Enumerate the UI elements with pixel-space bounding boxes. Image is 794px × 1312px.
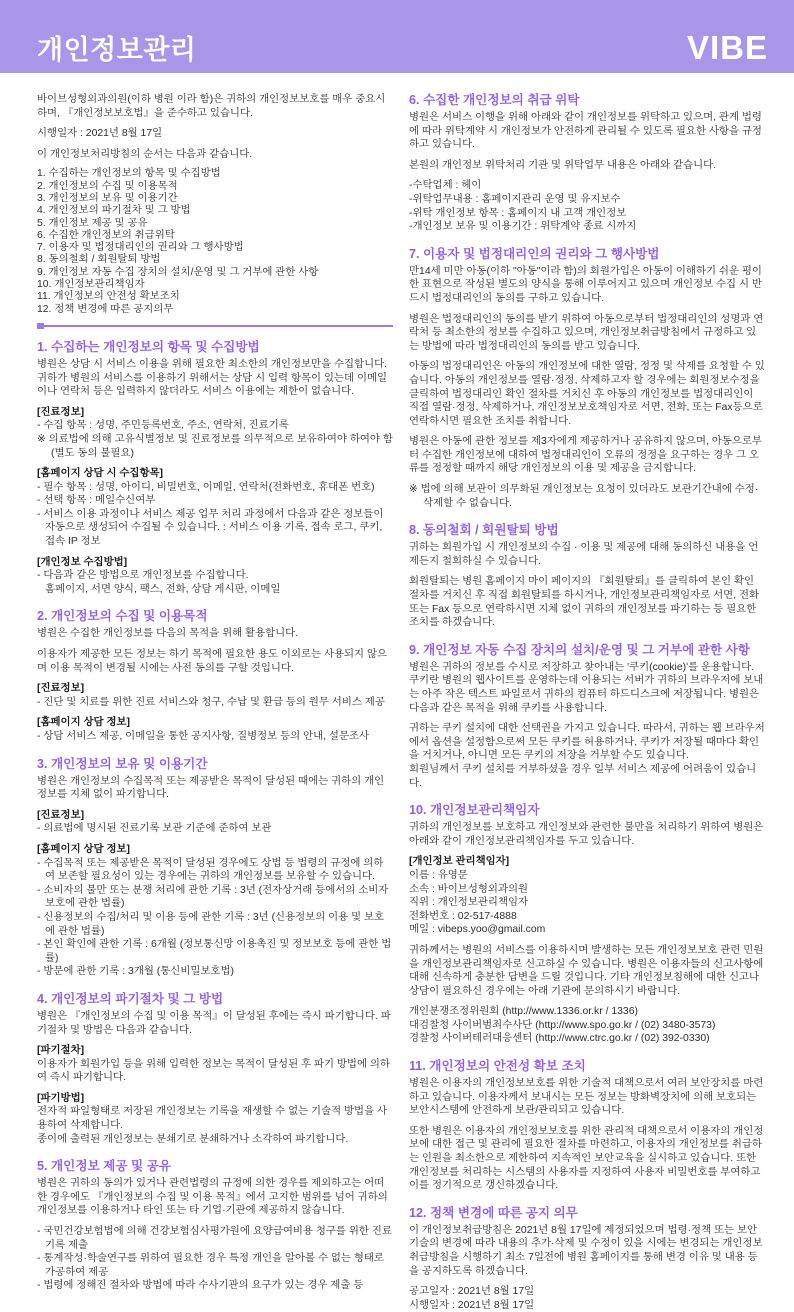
section-divider: [37, 325, 393, 327]
paragraph: 개인분쟁조정위원회 (http://www.1336.or.kr / 1336): [409, 1006, 638, 1018]
toc-list: [37, 168, 393, 316]
paragraph: 귀하는 쿠키 설치에 대한 선택권을 가지고 있습니다. 따라서, 귀하는 웹 브라우저에서 옵션을 설정함으로써 모든 쿠키를 허용하거나, 쿠키가 저장될 때마다 확인을 거치거나, 아니면 모든 쿠키의 저장을 거부할 수도 있습니다.: [409, 723, 765, 762]
toc-item: 9. 개인정보 자동 수집 장치의 설치/운영 및 그 거부에 관한 사항: [37, 266, 319, 278]
policy-section: [409, 1206, 765, 1312]
policy-section: [409, 1059, 765, 1193]
paragraph: 병원은 귀하의 동의가 있거나 관련법령의 규정에 의한 경우를 제외하고는 어떠한 경우에도 『개인정보의 수집 및 이용 목적』에서 고지한 범위를 넘어 귀하의 개인정보를 이용하거나 타인 또는 타 기업·기관에 제공하지 않습니다.: [37, 1178, 388, 1217]
policy-section: [409, 523, 765, 630]
policy-section: [409, 803, 765, 1046]
paragraph: 회원님께서 쿠키 설치를 거부하셨을 경우 일부 서비스 제공에 어려움이 있습니다.: [409, 763, 757, 789]
paragraph: 종이에 출력된 개인정보는 분쇄기로 분쇄하거나 소각하여 파기합니다.: [37, 1133, 349, 1145]
paragraph: 이용자가 회원가입 등을 위해 입력한 정보는 목적이 달성된 후 파기 방법에 의하여 즉시 파기합니다.: [37, 1058, 390, 1084]
right-column: [409, 93, 765, 1312]
subheading: [홈페이지 상담 시 수집항목]: [37, 468, 163, 480]
paragraph: 공고일자 : 2021년 8월 17일: [409, 1286, 535, 1298]
toc-item: 10. 개인정보관리책임자: [37, 279, 145, 291]
page-header: [0, 0, 794, 73]
toc-item: 1. 수집하는 개인정보의 항목 및 수집방법: [37, 168, 221, 180]
subheading: [파기방법]: [37, 1092, 85, 1104]
section-heading: 9. 개인정보 자동 수집 장치의 설치/운영 및 그 거부에 관한 사항: [409, 642, 750, 657]
list-line: - 법령에 정해진 절차와 방법에 따라 수사기관의 요구가 있는 경우 제출 등: [37, 1280, 364, 1292]
subheading: [홈페이지 상담 정보]: [37, 717, 130, 729]
subheading: [진료정보]: [37, 406, 85, 418]
subheading: [개인정보 관리책임자]: [409, 856, 510, 868]
list-line: - 신용정보의 수집/처리 및 이용 등에 관한 기록 : 3년 (신용정보의 이용 및 보호에 관한 법률): [37, 911, 385, 937]
toc-item: 7. 이용자 및 법정대리인의 권리와 그 행사방법: [37, 242, 244, 254]
paragraph: 이름 : 유영문: [409, 869, 468, 881]
paragraph: 병원은 법정대리인의 동의를 받기 위하여 아동으로부터 법정대리인의 성명과 연락처 등 최소한의 정보를 수집하고 있으며, 개인정보취급방침에서 규정하고 있는 방법에 따라 법정대리인의 동의를 받고 있습니다.: [409, 313, 764, 352]
paragraph: 홈페이지, 서면 양식, 팩스, 전화, 상담 게시판, 이메일: [45, 583, 281, 595]
section-heading: 8. 동의철회 / 회원탈퇴 방법: [409, 523, 559, 538]
paragraph: 병원은 귀하의 정보를 수시로 저장하고 찾아내는 '쿠키(cookie)'를 운용합니다. 쿠키란 병원의 웹사이트를 운영하는데 이용되는 서버가 귀하의 브라우저에 보내는 아주 작은 텍스트 파일로서 귀하의 컴퓨터 하드디스크에 저장됩니다. 병원은 다음과 같은 목적을 위해 쿠키를 사용합니다.: [409, 661, 764, 714]
list-line: -위탁 개인정보 항목 : 홈페이지 내 고객 개인정보: [409, 207, 627, 219]
list-line: -개인정보 보유 및 이용기간 : 위탁계약 종료 시까지: [409, 221, 637, 233]
subheading: [진료정보]: [37, 809, 85, 821]
list-line: - 필수 항목 : 성명, 아이디, 비밀번호, 이메일, 연락처(전화번호, 휴대폰 번호): [37, 481, 375, 493]
paragraph: 병원은 이용자의 개인정보보호를 위한 기술적 대책으로서 여러 보안장치를 마련하고 있습니다. 이용자께서 보내시는 모든 정보는 방화벽장치에 의해 보호되는 보안시스템에 안전하게 보관/관리되고 있습니다.: [409, 1078, 764, 1117]
subheading: [개인정보 수집방법]: [37, 556, 128, 568]
list-line: - 상담 서비스 제공, 이메일을 통한 공지사항, 질병정보 등의 안내, 설문조사: [37, 731, 370, 742]
list-line: - 통계작성·학술연구를 위하여 필요한 경우 특정 개인을 알아볼 수 없는 형태로 가공하여 제공: [37, 1253, 384, 1278]
paragraph: 병원은 수집한 개인정보를 다음의 목적을 위해 활용합니다.: [37, 628, 299, 640]
paragraph: 병원은 아동에 관한 정보를 제3자에게 제공하거나 공유하지 않으며, 아동으로부터 수집한 개인정보에 대하여 법정대리인이 오류의 정정을 요구하는 경우 그 오류를 정정할 때까지 해당 개인정보의 이용 및 제공을 금지합니다.: [409, 436, 762, 475]
section-heading: 2. 개인정보의 수집 및 이용목적: [37, 609, 208, 624]
paragraph: 바이브성형외과의원(이하 병원 이라 함)은 귀하의 개인정보보호를 매우 중요시하며, 『개인정보보호법』을 준수하고 있습니다.: [37, 94, 386, 119]
paragraph: 귀하의 개인정보를 보호하고 개인정보와 관련한 불만을 처리하기 위하여 병원은 아래와 같이 개인정보관리책임자를 두고 있습니다.: [409, 822, 764, 847]
toc-item: 8. 동의철회 / 회원탈퇴 방법: [37, 254, 161, 266]
list-line: - 본인 확인에 관한 기록 : 6개월 (정보통신망 이용촉진 및 정보보호 등에 관한 법률): [37, 939, 392, 964]
list-line: -위탁업무내용 : 홈페이지관리 운영 및 유지보수: [409, 193, 621, 205]
paragraph: 귀하께서는 병원의 서비스를 이용하시며 발생하는 모든 개인정보보호 관련 민원을 개인정보관리책임자로 신고하실 수 있습니다. 병원은 이용자들의 신고사항에 대해 신속하게 충분한 답변을 드릴 것입니다. 기타 개인정보침해에 대한 신고나 상담이 필요하신 경우에는 아래 기관에 문의하시기 바랍니다.: [409, 944, 764, 997]
paragraph: 또한 병원은 이용자의 개인정보보호를 위한 관리적 대책으로서 이용자의 개인정보에 대한 접근 및 관리에 필요한 절차를 마련하고, 이용자의 개인정보를 취급하는 인원을 최소한으로 제한하여 지속적인 보안교육을 실시하고 있습니다. 또한 개인정보를 처리하는 시스템의 사용자를 지정하여 사용자 비밀번호를 부여하고 이를 정기적으로 갱신하겠습니다.: [409, 1125, 764, 1192]
toc-item: 6. 수집한 개인정보의 취급위탁: [37, 229, 175, 241]
toc-item: 12. 정책 변경에 따른 공지의무: [37, 303, 174, 315]
paragraph: 시행일자 : 2021년 8월 17일: [409, 1299, 535, 1311]
paragraph: 병원은 상담 시 서비스 이용을 위해 필요한 최소한의 개인정보만을 수집합니다. 귀하가 병원의 서비스를 이용하기 위해서는 상담 시 입력 항목이 있는데 이메일이나 연락처 등은 입력하지 않더라도 서비스 이용에는 제한이 없습니다.: [37, 358, 388, 398]
policy-section: [409, 247, 765, 511]
left-column: [37, 93, 393, 1312]
paragraph: ※ 의료법에 의해 고유식별정보 및 진료정보를 의무적으로 보유하여야 하여야 함(별도 동의 불필요): [37, 433, 393, 459]
list-line: - 의료법에 명시된 진료기록 보관 기준에 준하여 보관: [37, 823, 272, 835]
paragraph: 경찰청 사이버테러대응센터 (http://www.ctrc.go.kr / (02) 392-0330): [409, 1033, 710, 1045]
list-line: - 진단 및 치료를 위한 진료 서비스와 청구, 수납 및 환급 등의 원무 서비스 제공: [37, 696, 385, 708]
toc-item: 3. 개인정보의 보유 및 이용기간: [37, 192, 178, 204]
section-heading: 4. 개인정보의 파기절차 및 그 방법: [37, 991, 224, 1006]
paragraph: 병원은 서비스 이행을 위해 아래와 같이 개인정보를 위탁하고 있으며, 관계 법령에 따라 위탁계약 시 개인정보가 안전하게 관리될 수 있도록 필요한 사항을 규정하고 있습니다.: [409, 112, 762, 151]
paragraph: 전자적 파일형태로 저장된 개인정보는 기록을 재생할 수 없는 기술적 방법을 사용하여 삭제합니다.: [37, 1106, 388, 1132]
brand-logo: VIBE: [686, 29, 768, 66]
section-heading: 5. 개인정보 제공 및 공유: [37, 1159, 171, 1174]
paragraph: 아동의 법정대리인은 아동의 개인정보에 대한 열람, 정정 및 삭제를 요청할 수 있습니다. 아동의 개인정보를 열람·정정, 삭제하고자 할 경우에는 회원정보수정을 클릭하여 법정대리인 확인 절차를 거치신 후 아동의 개인정보를 법정대리인이 직접 열람·정정, 삭제하거나, 개인정보보호책임자로 서면, 전화, 또는 Fax등으로 연락하시면 필요한 조치를 취합니다.: [409, 361, 765, 427]
paragraph: ※ 법에 의해 보관이 의무화된 개인정보는 요청이 있더라도 보관기간내에 수정·삭제할 수 없습니다.: [409, 484, 759, 509]
policy-section: [37, 757, 393, 979]
paragraph: 메일 : vibeps.yoo@gmail.com: [409, 924, 546, 936]
toc-item: 2. 개인정보의 수집 및 이용목적: [37, 180, 178, 192]
paragraph: 소속 : 바이브성형외과의원: [409, 883, 529, 895]
list-line: - 선택 항목 : 메일수신여부: [37, 495, 156, 507]
paragraph: 이 개인정보처리방침의 순서는 다음과 같습니다.: [37, 148, 253, 160]
section-heading: 11. 개인정보의 안전성 확보 조치: [409, 1059, 586, 1074]
policy-section: [37, 93, 393, 327]
section-heading: 1. 수집하는 개인정보의 항목 및 수집방법: [37, 339, 260, 354]
policy-section: [37, 340, 393, 597]
toc-item: 5. 개인정보 제공 및 공유: [37, 217, 148, 229]
subheading: [홈페이지 상담 정보]: [37, 843, 130, 855]
paragraph: 시행일자 : 2021년 8월 17일: [37, 128, 163, 140]
section-heading: 6. 수집한 개인정보의 취급 위탁: [409, 93, 580, 107]
list-line: - 소비자의 불만 또는 분쟁 처리에 관한 기록 : 3년 (전자상거래 등에서의 소비자보호에 관한 법률): [37, 884, 389, 910]
section-heading: 7. 이용자 및 법정대리인의 권리와 그 행사방법: [409, 246, 660, 261]
policy-section: [409, 93, 765, 234]
page-title: 개인정보관리: [37, 35, 197, 65]
policy-section: [37, 992, 393, 1146]
paragraph: 이 개인정보취급방침은 2021년 8월 17일에 제정되었으며 법령·정책 또는 보안기술의 변경에 따라 내용의 추가·삭제 및 수정이 있을 시에는 변경되는 개인정보취급방침을 시행하기 최소 7일전에 병원 홈페이지를 통해 변경 이유 및 내용 등을 공지하도록 하겠습니다.: [409, 1224, 763, 1277]
list-line: - 다음과 같은 방법으로 개인정보를 수집합니다.: [37, 570, 249, 582]
section-heading: 3. 개인정보의 보유 및 이용기간: [37, 756, 208, 771]
list-line: - 국민건강보험법에 의해 건강보험심사평가원에 요양급여비용 청구를 위한 진료기록 제출: [37, 1226, 392, 1251]
paragraph: 병원은 『개인정보의 수집 및 이용 목적』이 달성된 후에는 즉시 파기합니다. 파기절차 및 방법은 다음과 같습니다.: [37, 1010, 391, 1036]
paragraph: 만14세 미만 아동(이하 "아동"이라 함)의 회원가입은 아동이 이해하기 쉬운 평이한 표현으로 작성된 별도의 양식을 통해 이루어지고 있으며 개인정보 수집 시 반드시 법정대리인의 동의를 구하고 있습니다.: [409, 265, 762, 304]
paragraph: 병원은 개인정보의 수집목적 또는 제공받은 목적이 달성된 때에는 귀하의 개인정보를 지체 없이 파기합니다.: [37, 775, 385, 801]
paragraph: 전화번호 : 02-517-4888: [409, 910, 517, 922]
toc-item: 11. 개인정보의 안전성 확보조치: [37, 291, 180, 303]
toc-item: 4. 개인정보의 파기절차 및 그 방법: [37, 205, 191, 217]
list-line: - 수집 항목 : 성명, 주민등록번호, 주소, 연락처, 진료기록: [37, 420, 289, 432]
policy-section: [37, 1159, 393, 1293]
list-line: -수탁업체 : 헤이: [409, 180, 482, 192]
paragraph: 귀하는 회원가입 시 개인정보의 수집 · 이용 및 제공에 대해 동의하신 내용을 언제든지 철회하실 수 있습니다.: [409, 542, 759, 567]
paragraph: 회원탈퇴는 병원 홈페이지 마이 페이지의 『회원탈퇴』를 클릭하여 본인 확인 절차를 거치신 후 직접 회원탈퇴를 하시거나, 개인정보관리책임자로 서면, 전화 또는 Fax 등으로 연락하시면 지체 없이 귀하의 개인정보를 파기하는 등 필요한 조치를 하겠습니다.: [409, 576, 760, 629]
paragraph: 이용자가 제공한 모든 정보는 하기 목적에 필요한 용도 이외로는 사용되지 않으며 이용 목적이 변경될 시에는 사전 동의를 구할 것입니다.: [37, 649, 388, 674]
list-line: - 수집목적 또는 제공받은 목적이 달성된 경우에도 상법 등 법령의 규정에 의하여 보존할 필요성이 있는 경우에는 귀하의 개인정보를 보유할 수 있습니다.: [37, 857, 384, 883]
paragraph: 대검찰청 사이버범죄수사단 (http://www.spo.go.kr / (02) 3480-3573): [409, 1019, 716, 1031]
list-line: - 방문에 관한 기록 : 3개월 (통신비밀보호법): [37, 966, 234, 978]
subheading: [파기절차]: [37, 1045, 85, 1057]
subheading: [진료정보]: [37, 683, 85, 695]
list-line: - 서비스 이용 과정이나 서비스 제공 업무 처리 과정에서 다음과 같은 정보들이 자동으로 생성되어 수집될 수 있습니다. : 서비스 이용 기록, 접속 로그, 쿠키, 접속 IP 정보: [37, 508, 384, 548]
policy-section: [37, 609, 393, 743]
policy-content: [0, 73, 794, 1312]
section-heading: 10. 개인정보관리책임자: [409, 803, 540, 818]
policy-section: [409, 643, 765, 790]
paragraph: 직위 : 개인정보관리책임자: [409, 897, 529, 909]
paragraph: 본원의 개인정보 위탁처리 기관 및 위탁업무 내용은 아래와 같습니다.: [409, 159, 717, 171]
section-heading: 12. 정책 변경에 따른 공지 의무: [409, 1205, 578, 1220]
